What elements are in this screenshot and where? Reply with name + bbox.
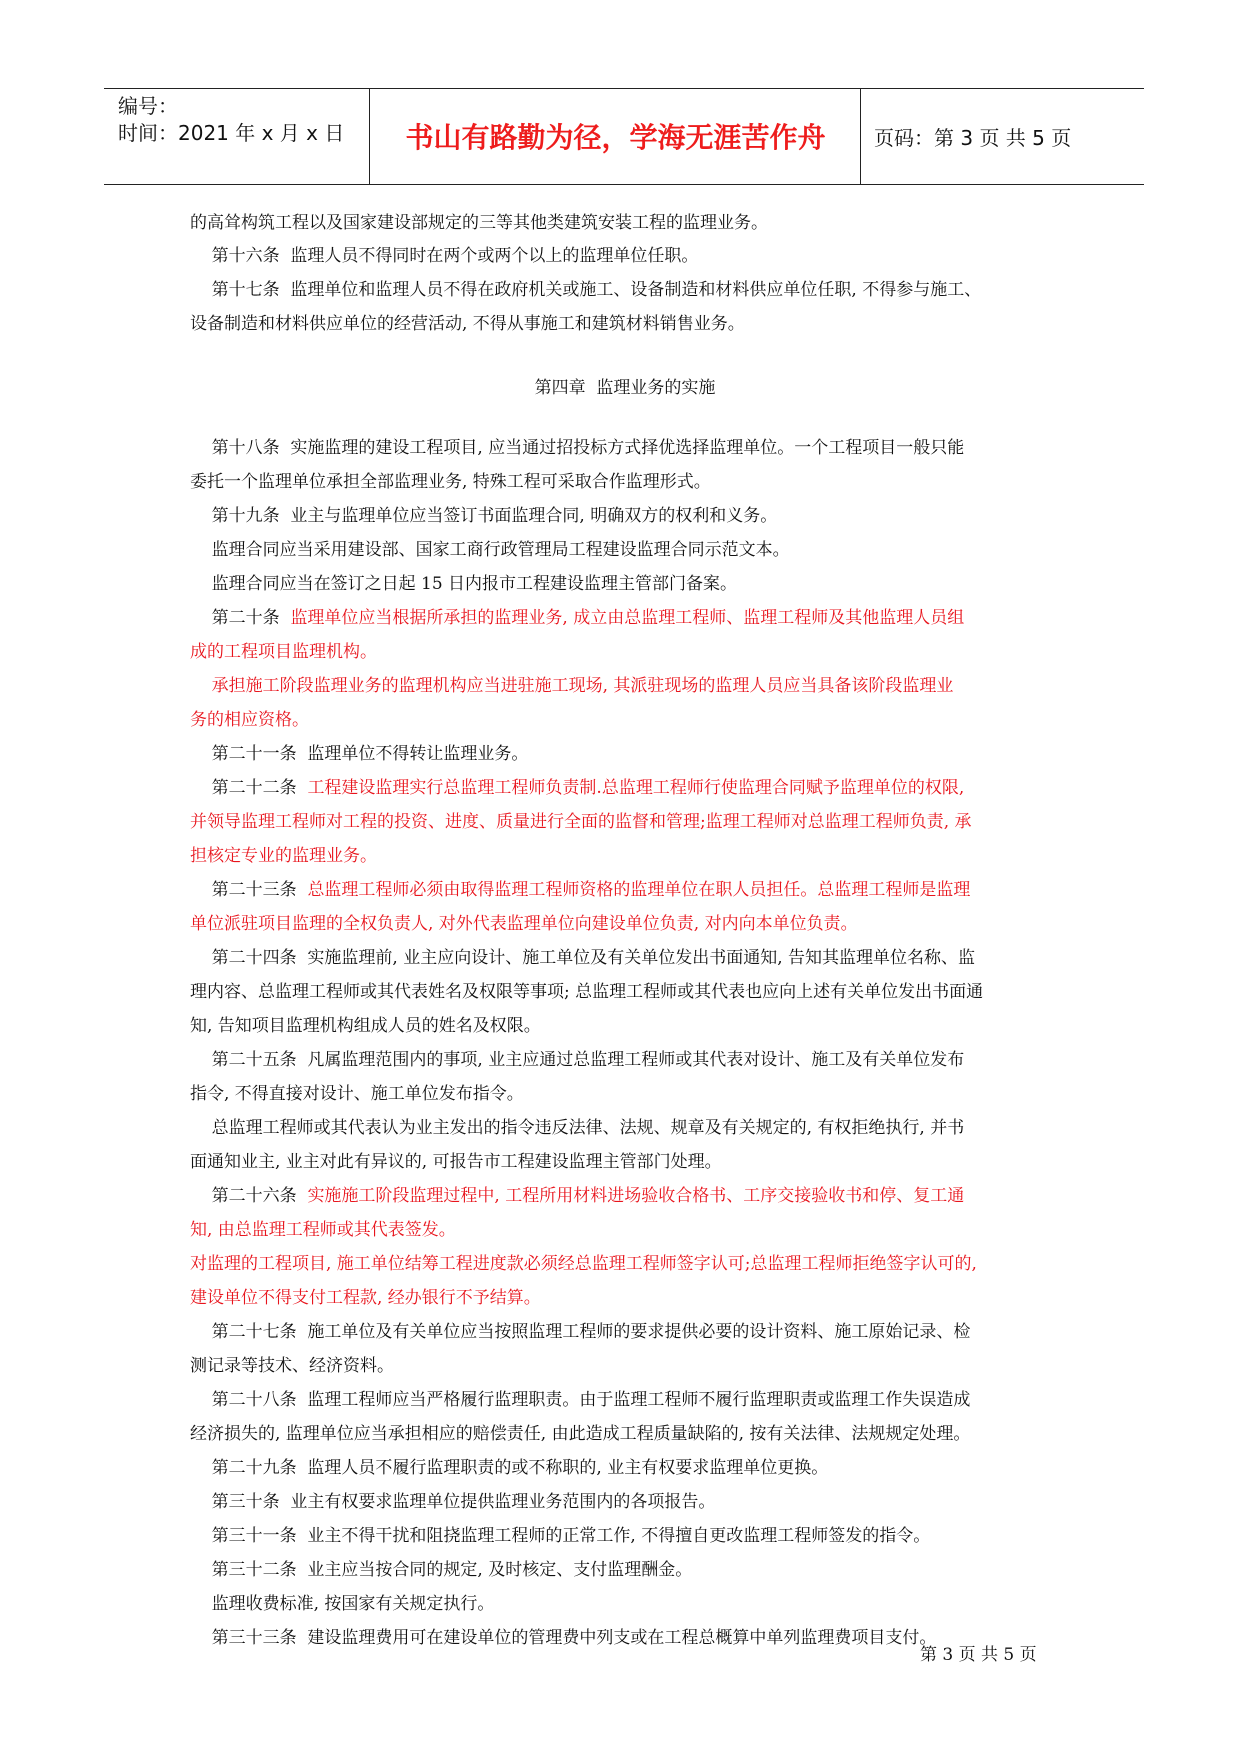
text-line: 第三十三条 建设监理费用可在建设单位的管理费中列支或在工程总概算中单列监理费项目支付。 — [190, 1628, 937, 1648]
text-line: 理内容、总监理工程师或其代表姓名及权限等事项; 总监理工程师或其代表也应向上述有关单位发出书面通 — [190, 982, 984, 1002]
text-line: 第二十三条 总监理工程师必须由取得监理工程师资格的监理单位在职人员担任。总监理工程师是监理 — [190, 880, 971, 900]
text-line: 经济损失的, 监理单位应当承担相应的赔偿责任, 由此造成工程质量缺陷的, 按有关法律、法规规定处理。 — [190, 1424, 971, 1444]
text-line: 第二十一条 监理单位不得转让监理业务。 — [190, 744, 529, 764]
text-line: 成的工程项目监理机构。 — [190, 642, 377, 662]
text-line: 第十六条 监理人员不得同时在两个或两个以上的监理单位任职。 — [190, 246, 699, 266]
chapter-title: 第四章 监理业务的实施 — [534, 378, 716, 398]
text-line: 第二十四条 实施监理前, 业主应向设计、施工单位及有关单位发出书面通知, 告知其监理单位名称、监 — [190, 948, 976, 968]
text-line: 务的相应资格。 — [190, 710, 309, 730]
page-header — [104, 88, 1144, 185]
text-line: 第十七条 监理单位和监理人员不得在政府机关或施工、设备制造和材料供应单位任职, 不得参与施工、 — [190, 280, 982, 300]
text-line: 第二十五条 凡属监理范围内的事项, 业主应通过总监理工程师或其代表对设计、施工及有关单位发布 — [190, 1050, 965, 1070]
number-label: 编号： — [118, 94, 178, 118]
header-divider — [860, 89, 861, 184]
text-line: 对监理的工程项目, 施工单位结筹工程进度款必须经总监理工程师签字认可;总监理工程师拒绝签字认可的, — [190, 1254, 977, 1274]
header-meta — [118, 93, 344, 147]
text-line: 设备制造和材料供应单位的经营活动, 不得从事施工和建筑材料销售业务。 — [190, 314, 745, 334]
text-line: 单位派驻项目监理的全权负责人, 对外代表监理单位向建设单位负责, 对内向本单位负责。 — [190, 914, 858, 934]
text-line: 第二十九条 监理人员不履行监理职责的或不称职的, 业主有权要求监理单位更换。 — [190, 1458, 829, 1478]
text-line: 监理合同应当在签订之日起 15 日内报市工程建设监理主管部门备案。 — [190, 574, 738, 594]
date-label: 时间：2021 年 x 月 x 日 — [118, 121, 345, 145]
text-line: 担核定专业的监理业务。 — [190, 846, 377, 866]
text-line: 并领导监理工程师对工程的投资、进度、质量进行全面的监督和管理;监理工程师对总监理工程师负责, 承 — [190, 812, 972, 832]
text-line: 第三十一条 业主不得干扰和阻挠监理工程师的正常工作, 不得擅自更改监理工程师签发的指令。 — [190, 1526, 931, 1546]
text-line: 第十八条 实施监理的建设工程项目, 应当通过招投标方式择优选择监理单位。一个工程项目一般只能 — [190, 438, 965, 458]
text-line: 第二十八条 监理工程师应当严格履行监理职责。由于监理工程师不履行监理职责或监理工作失误造成 — [190, 1390, 971, 1410]
text-line: 第二十六条 实施施工阶段监理过程中, 工程所用材料进场验收合格书、工序交接验收书和停、复工通 — [190, 1186, 965, 1206]
text-line: 第二十七条 施工单位及有关单位应当按照监理工程师的要求提供必要的设计资料、施工原始记录、检 — [190, 1322, 971, 1342]
text-line: 第三十条 业主有权要求监理单位提供监理业务范围内的各项报告。 — [190, 1492, 716, 1512]
text-line: 第二十条 监理单位应当根据所承担的监理业务, 成立由总监理工程师、监理工程师及其他监理人员组 — [190, 608, 965, 628]
text-line: 建设单位不得支付工程款, 经办银行不予结算。 — [190, 1288, 541, 1308]
text-line: 第二十二条 工程建设监理实行总监理工程师负责制.总监理工程师行使监理合同赋予监理单位的权限, — [190, 778, 965, 798]
text-line: 第十九条 业主与监理单位应当签订书面监理合同, 明确双方的权利和义务。 — [190, 506, 778, 526]
page-footer: 第 3 页 共 5 页 — [920, 1645, 1037, 1665]
text-line: 总监理工程师或其代表认为业主发出的指令违反法律、法规、规章及有关规定的, 有权拒绝执行, 并书 — [190, 1118, 965, 1138]
text-line: 面通知业主, 业主对此有异议的, 可报告市工程建设监理主管部门处理。 — [190, 1152, 722, 1172]
text-line: 监理收费标准, 按国家有关规定执行。 — [190, 1594, 495, 1614]
text-line: 的高耸构筑工程以及国家建设部规定的三等其他类建筑安装工程的监理业务。 — [190, 213, 768, 233]
text-line: 知, 由总监理工程师或其代表签发。 — [190, 1220, 456, 1240]
text-line: 第三十二条 业主应当按合同的规定, 及时核定、支付监理酬金。 — [190, 1560, 693, 1580]
text-line: 测记录等技术、经济资料。 — [190, 1356, 394, 1376]
text-line: 指令, 不得直接对设计、施工单位发布指令。 — [190, 1084, 524, 1104]
header-motto: 书山有路勤为径，学海无涯苦作舟 — [405, 121, 826, 154]
header-divider — [369, 89, 370, 184]
header-page-number: 页码：第 3 页 共 5 页 — [874, 126, 1072, 150]
text-line: 承担施工阶段监理业务的监理机构应当进驻施工现场, 其派驻现场的监理人员应当具备该阶段监理业 — [190, 676, 954, 696]
text-line: 知, 告知项目监理机构组成人员的姓名及权限。 — [190, 1016, 541, 1036]
text-line: 监理合同应当采用建设部、国家工商行政管理局工程建设监理合同示范文本。 — [190, 540, 790, 560]
text-line: 委托一个监理单位承担全部监理业务, 特殊工程可采取合作监理形式。 — [190, 472, 711, 492]
